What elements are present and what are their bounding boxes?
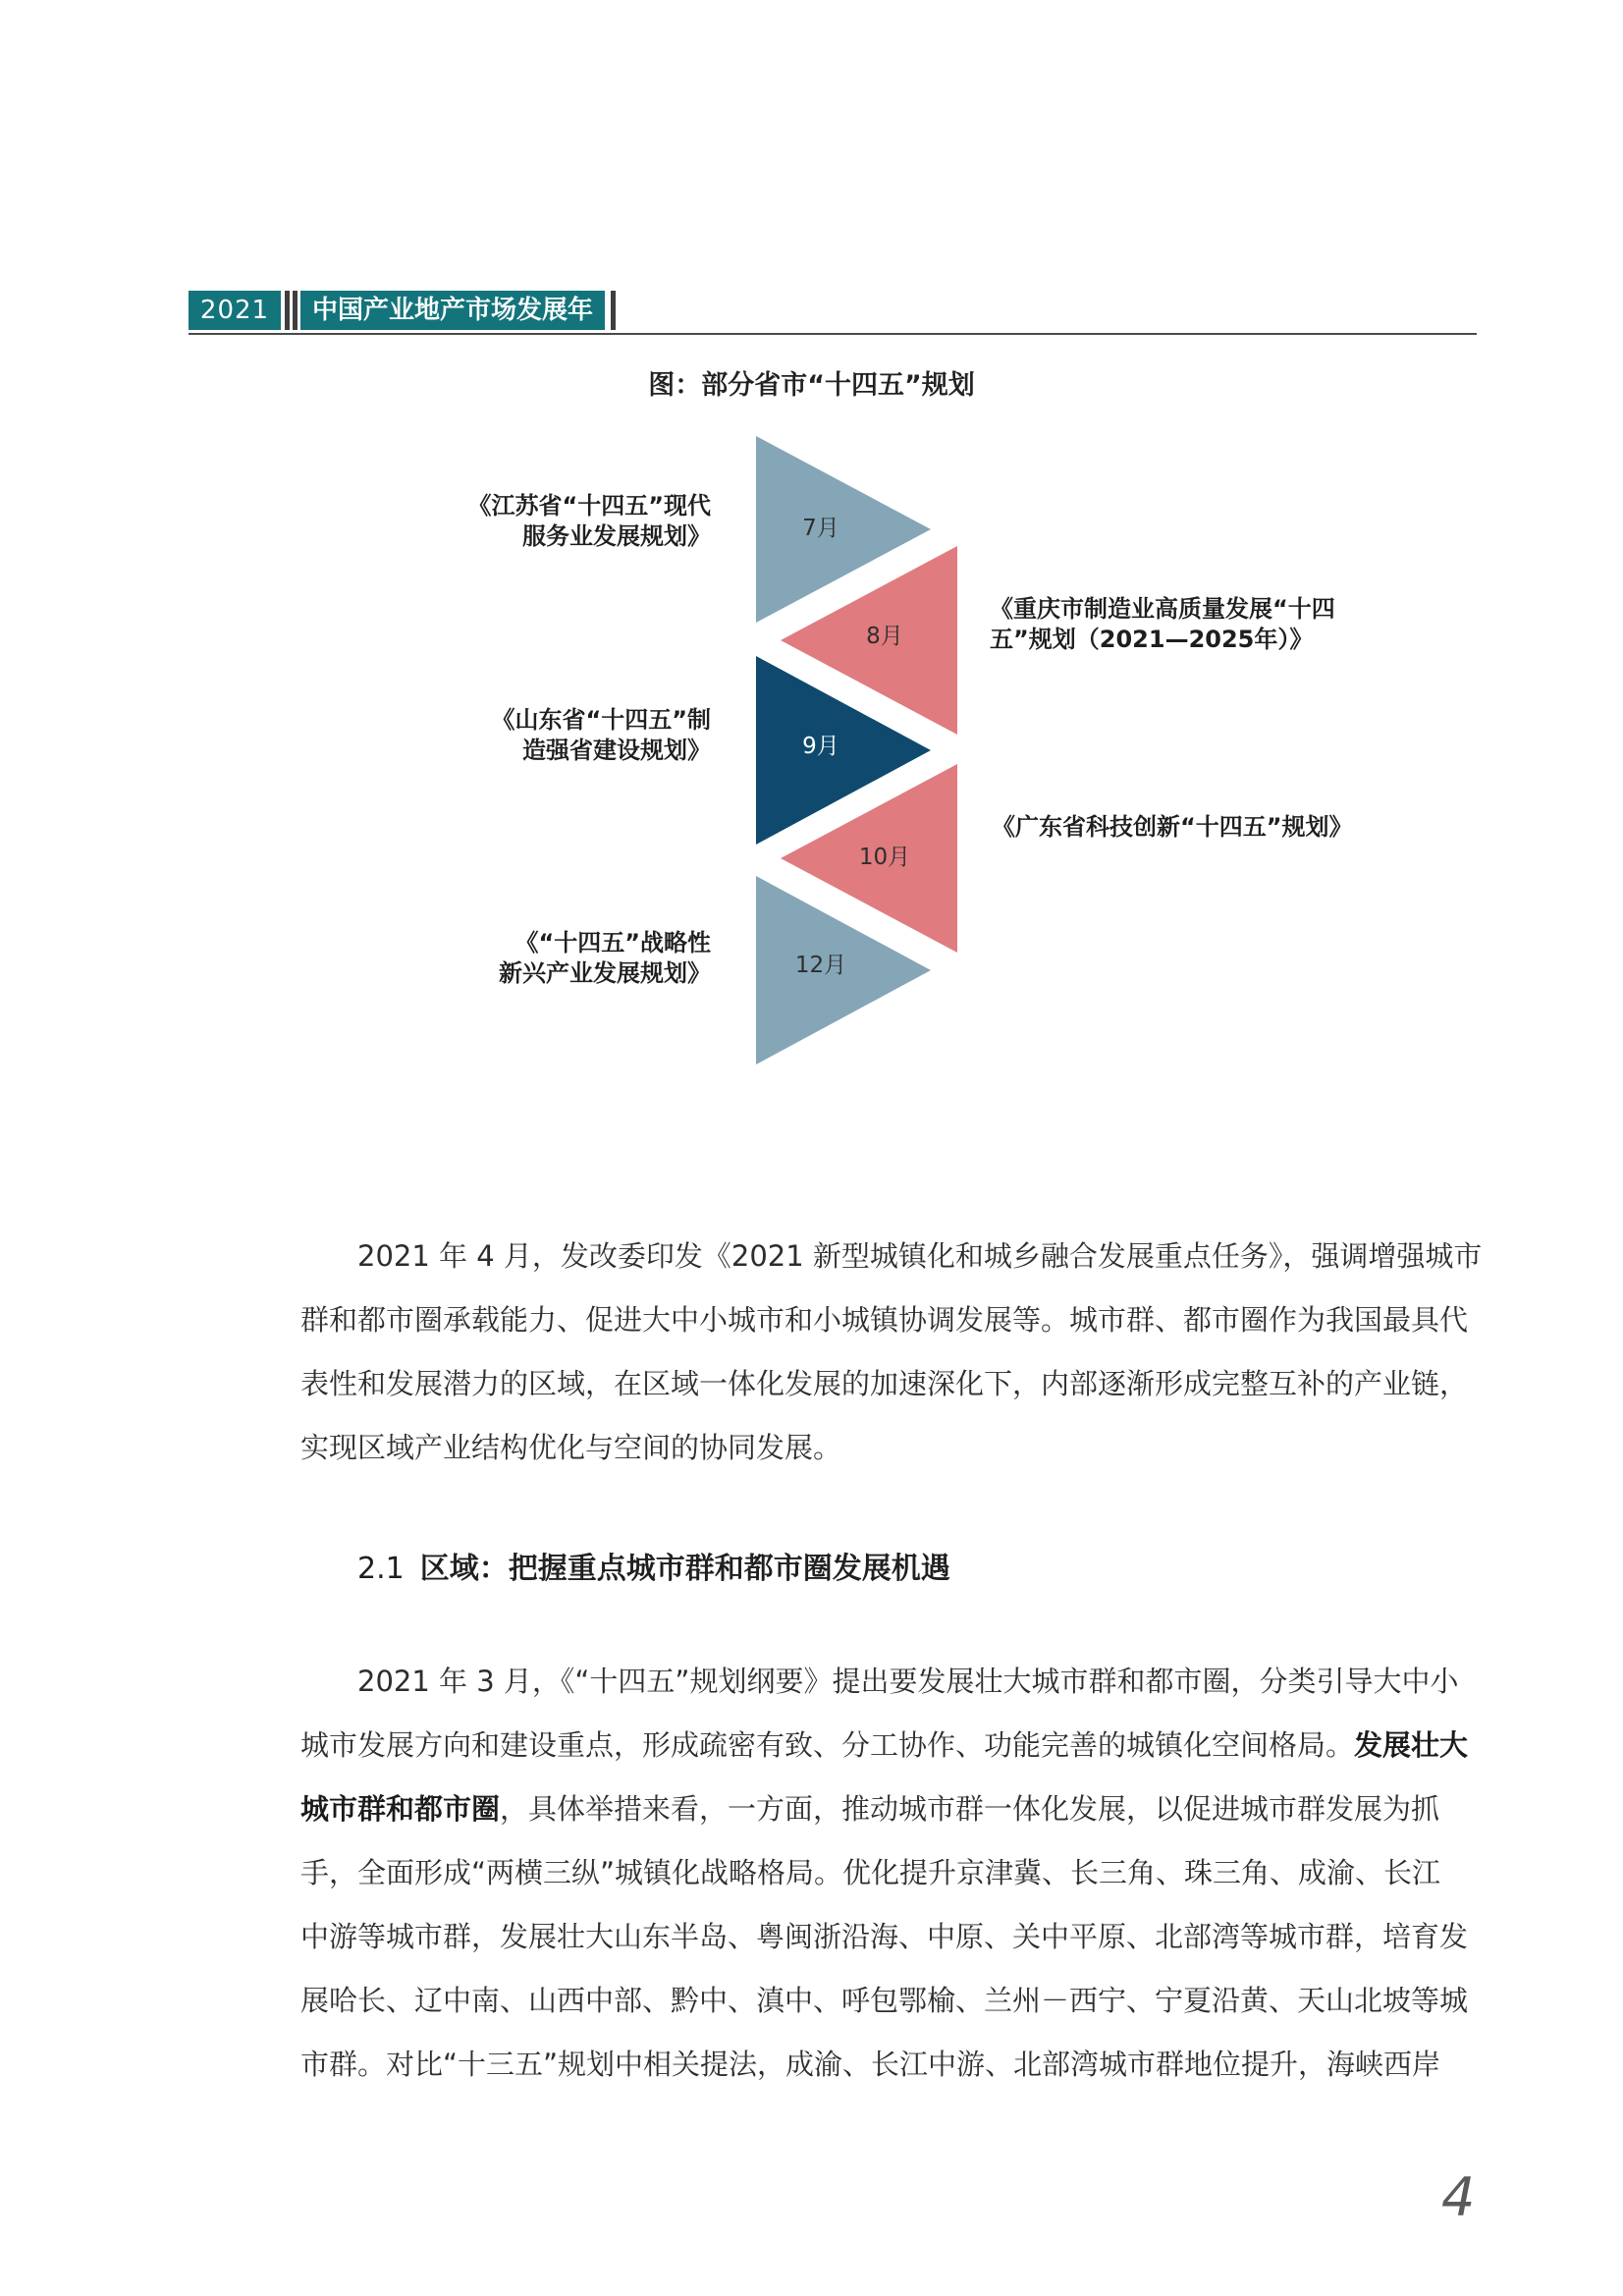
paragraph-city-clusters [300, 1650, 1488, 2097]
figure-caption: 图：部分省市“十四五”规划 [648, 370, 975, 401]
section-number: 2.1 [357, 1552, 405, 1586]
text-line: 中游等城市群，发展壮大山东半岛、粤闽浙沿海、中原、关中平原、北部湾等城市群，培育发 [300, 1920, 1469, 1953]
label-jiangsu-plan [412, 491, 711, 552]
bold-text-span: 发展壮大 [1354, 1728, 1469, 1762]
text-line [300, 1714, 1488, 1777]
header-year: 2021 [189, 291, 281, 330]
label-line: 服务业发展规划》 [522, 522, 711, 550]
label-line: 《江苏省“十四五”现代 [467, 492, 711, 519]
month-label-october: 10月 [858, 845, 911, 870]
text-line: 展哈长、辽中南、山西中部、黔中、滇中、呼包鄂榆、兰州－西宁、宁夏沿黄、天山北坡等城 [300, 1984, 1469, 2017]
label-chongqing-plan [990, 594, 1402, 655]
header-title: 中国产业地产市场发展年报 [300, 291, 605, 330]
paragraph-urbanization-tasks [300, 1225, 1488, 1480]
text-line [300, 1225, 1488, 1288]
month-label-july: 7月 [802, 516, 839, 541]
text-line: 群和都市圈承载能力、促进大中小城市和小城镇协调发展等。城市群、都市圈作为我国最具代 [300, 1303, 1469, 1337]
label-line: 《重庆市制造业高质量发展“十四 [990, 595, 1335, 623]
text-line [300, 1650, 1488, 1714]
bold-text-span: 城市群和都市圈 [300, 1792, 501, 1826]
month-label-december: 12月 [794, 953, 847, 978]
label-line: 新兴产业发展规划》 [499, 959, 711, 987]
section-title-text: 区域：把握重点城市群和都市圈发展机遇 [419, 1552, 950, 1586]
label-line: 五”规划（2021—2025年）》 [990, 626, 1314, 653]
label-line: 《广东省科技创新“十四五”规划》 [992, 813, 1353, 841]
text-span: 城市发展方向和建设重点，形成疏密有致、分工协作、功能完善的城镇化空间格局。 [300, 1728, 1355, 1762]
label-line: 造强省建设规划》 [522, 737, 711, 764]
month-label-august: 8月 [866, 624, 903, 649]
text-line: 2021 年 4 月，发改委印发《2021 新型城镇化和城乡融合发展重点任务》，强调增强城市 [357, 1239, 1483, 1273]
label-line: 《“十四五”战略性 [514, 929, 711, 957]
section-heading [357, 1544, 950, 1587]
text-line [300, 1777, 1488, 1841]
label-strategic-plan [412, 928, 711, 989]
plan-timeline-diagram [0, 0, 1623, 1080]
label-shandong-plan [412, 705, 711, 766]
page-number: 4 [1441, 2166, 1476, 2228]
text-line: 表性和发展潜力的区域，在区域一体化发展的加速深化下，内部逐渐形成完整互补的产业链， [300, 1367, 1469, 1400]
label-guangdong-plan [992, 812, 1424, 843]
label-line: 《山东省“十四五”制 [491, 706, 711, 734]
text-line: 实现区域产业结构优化与空间的协同发展。 [300, 1431, 842, 1464]
text-line: 2021 年 3 月，《“十四五”规划纲要》提出要发展壮大城市群和都市圈，分类引导大中小 [357, 1665, 1459, 1698]
month-label-september: 9月 [802, 734, 839, 759]
text-span: ，具体举措来看，一方面，推动城市群一体化发展，以促进城市群发展为抓 [500, 1792, 1440, 1826]
text-line: 市群。对比“十三五”规划中相关提法，成渝、长江中游、北部湾城市群地位提升，海峡西岸 [300, 2048, 1441, 2081]
text-line: 手，全面形成“两横三纵”城镇化战略格局。优化提升京津冀、长三角、珠三角、成渝、长江 [300, 1856, 1441, 1889]
